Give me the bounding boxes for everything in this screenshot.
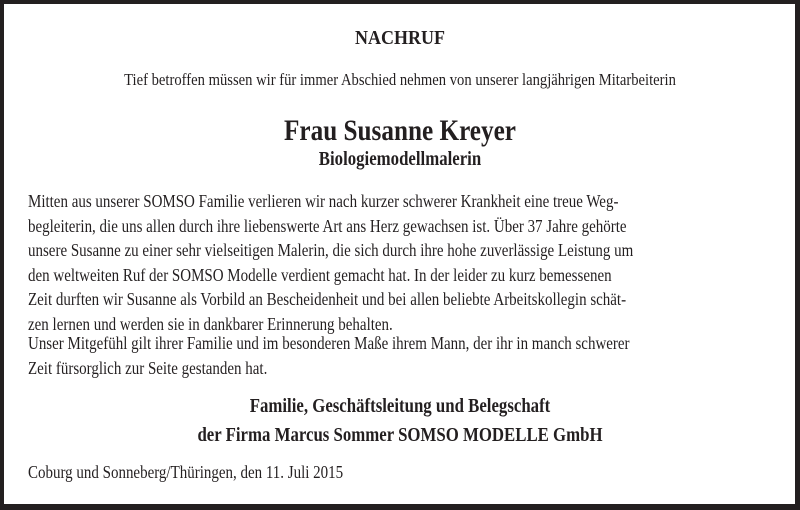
intro-text: Tief betroffen müssen wir für immer Abschied nehmen von unserer langjährigen Mitarbeiterin	[124, 70, 676, 89]
paragraph-line: den weltweiten Ruf der SOMSO Modelle verdient gemacht hat. In der leider zu kurz bemessenen	[28, 264, 612, 285]
tribute-paragraph	[28, 189, 773, 336]
paragraph-line: begleiterin, die uns allen durch ihre liebenswerte Art ans Herz gewachsen ist. Über 37 Jahre gehörte	[28, 215, 627, 236]
signature-line-2: der Firma Marcus Sommer SOMSO MODELLE GmbH	[197, 424, 603, 446]
condolence-paragraph	[28, 331, 773, 380]
paragraph-line: Unser Mitgefühl gilt ihrer Familie und im besonderen Maße ihrem Mann, der ihr in manch schwerer	[28, 333, 630, 353]
paragraph-line: zen lernen und werden sie in dankbarer Erinnerung behalten.	[28, 313, 393, 334]
paragraph-line: Mitten aus unserer SOMSO Familie verlieren wir nach kurzer schwerer Krankheit eine treue Weg-	[28, 191, 619, 211]
paragraph-line: Zeit fürsorglich zur Seite gestanden hat.	[28, 357, 268, 378]
paragraph-line: Zeit durften wir Susanne als Vorbild an Bescheidenheit und bei allen beliebte Arbeitskollegin schät-	[28, 289, 627, 309]
profession: Biologiemodellmalerin	[318, 148, 482, 170]
signature-line-1: Familie, Geschäftsleitung und Belegschaft	[249, 395, 551, 417]
deceased-name: Frau Susanne Kreyer	[284, 114, 516, 147]
notice-heading: NACHRUF	[355, 27, 445, 49]
paragraph-line: unsere Susanne zu einer sehr vielseitigen Malerin, die sich durch ihre hohe zuverlässige Leistung um	[28, 240, 634, 260]
place-date: Coburg und Sonneberg/Thüringen, den 11. Juli 2015	[28, 462, 344, 482]
